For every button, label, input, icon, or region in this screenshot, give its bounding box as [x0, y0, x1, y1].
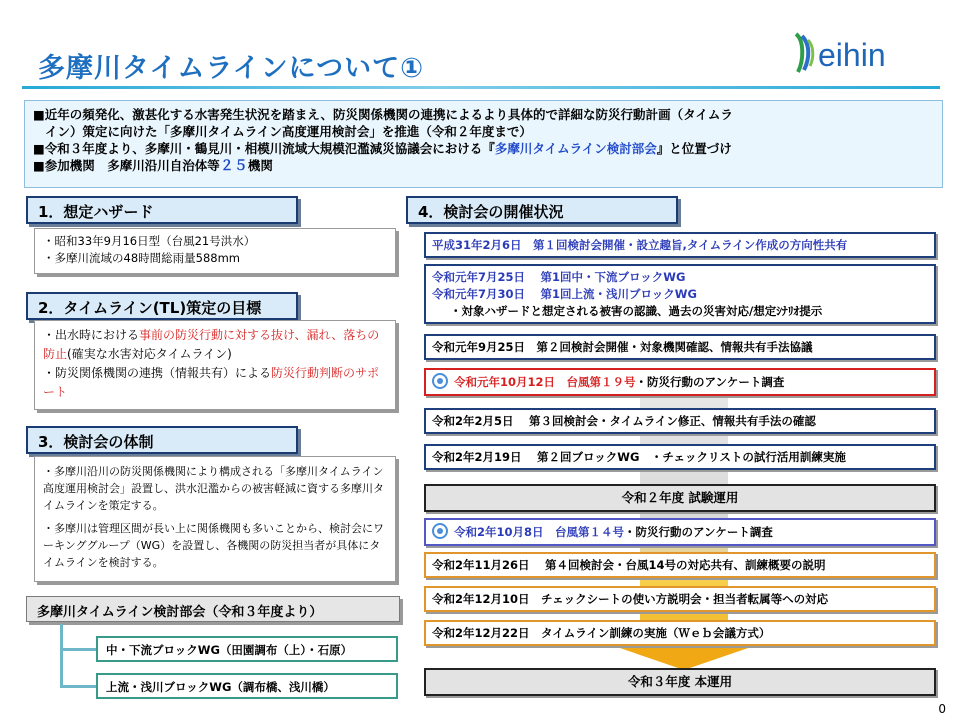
- section-2-heading: 2．タイムライン(TL)策定の目標: [26, 292, 298, 320]
- summary-line-2: イン）策定に向けた「多摩川タイムライン高度運用検討会」を推進（令和２年度まで）: [45, 124, 532, 139]
- page-title: 多摩川タイムラインについて①: [38, 53, 424, 84]
- timeline-row: 令和2年2月5日 第３回検討会・タイムライン修正、情報共有手法の確認: [424, 408, 936, 434]
- section-1-body: [34, 228, 396, 274]
- goal-item-2: ・防災関係機関の連携（情報共有）による防災行動判断のサポート: [43, 366, 380, 399]
- section-2-body: [34, 320, 396, 410]
- timeline-row: 令和2年2月19日 第２回ブロックWG ・チェックリストの試行活用訓練実施: [424, 444, 936, 470]
- timeline-row: 令和2年12月10日 チェックシートの使い方説明会・担当者転属等への対応: [424, 586, 936, 612]
- summary-line-3: ■令和３年度より、多摩川・鶴見川・相模川流域大規模氾濫減災協議会における『多摩川タイムライン検討部会』と位置づけ: [33, 141, 732, 156]
- timeline-row: 平成31年2月6日 第１回検討会開催・設立趣旨,タイムライン作成の方向性共有: [424, 232, 936, 258]
- section-4-heading: 4．検討会の開催状況: [406, 196, 678, 224]
- typhoon-icon: [432, 523, 448, 539]
- org-head: 多摩川タイムライン検討部会（令和３年度より）: [26, 596, 400, 622]
- org-connector-h1: [60, 648, 96, 651]
- org-connector-h2: [60, 685, 96, 688]
- summary-line-1: ■近年の頻発化、激甚化する水害発生状況を踏まえ、防災関係機関の連携によるより具体的で詳細な防災行動計画（タイムラ: [33, 107, 733, 122]
- timeline-arrow-head: [614, 646, 754, 670]
- timeline-row: 令和2年10月8日 台風第１４号・防災行動のアンケート調査: [424, 518, 936, 546]
- hazard-item: ・昭和33年9月16日型（台風21号洪水）: [43, 234, 256, 248]
- goal-item-1: ・出水時における事前の防災行動に対する抜け、漏れ、落ちの防止(確実な水害対応タイムライン): [43, 328, 380, 361]
- timeline-row: 令和元年7月25日 第1回中・下流ブロックWG 令和元年7月30日 第1回上流・浅川ブロックWG ・対象ハザードと想定される被害の認識、過去の災害対応/想定ｼﾅﾘｵ提示: [424, 264, 936, 324]
- structure-item-1: ・多摩川沿川の防災関係機関により構成される「多摩川タイムライン高度運用検討会」設置し、洪水氾濫からの被害軽減に資する多摩川タイムラインを策定する。: [43, 465, 384, 512]
- org-sub-1: 中・下流ブロックWG（田園調布（上）・石原）: [96, 636, 398, 662]
- timeline-row: 令和元年9月25日 第２回検討会開催・対象機関確認、情報共有手法協議: [424, 334, 936, 360]
- structure-item-2: ・多摩川は管理区間が長い上に関係機関も多いことから、検討会にワーキンググループ（WG）を設置し、各機関の防災担当者が具体にタイムラインを検討する。: [43, 522, 384, 569]
- section-3-heading: 3．検討会の体制: [26, 426, 298, 454]
- timeline-row: 令和2年12月22日 タイムライン訓練の実施（Ｗｅｂ会議方式）: [424, 620, 936, 646]
- org-connector-vertical: [60, 624, 63, 688]
- timeline-phase: 令和２年度 試験運用: [424, 484, 936, 512]
- hazard-item: ・多摩川流域の48時間総雨量588mm: [43, 251, 240, 265]
- timeline-row: 令和元年10月12日 台風第１９号・防災行動のアンケート調査: [424, 368, 936, 396]
- timeline-phase: 令和３年度 本運用: [424, 668, 936, 696]
- typhoon-icon: [432, 373, 448, 389]
- section-3-body: [34, 456, 396, 582]
- title-rule: [22, 86, 940, 89]
- logo-text: eihin: [818, 37, 886, 73]
- page-number: 0: [938, 702, 946, 716]
- keihin-logo: [790, 30, 940, 76]
- keihin-logo-icon: [790, 30, 940, 76]
- summary-box: [24, 100, 943, 188]
- org-sub-2: 上流・浅川ブロックWG（調布橋、浅川橋）: [96, 673, 398, 699]
- section-1-heading: 1．想定ハザード: [26, 196, 298, 224]
- timeline-row: 令和2年11月26日 第４回検討会・台風14号の対応共有、訓練概要の説明: [424, 552, 936, 578]
- summary-line-4: ■参加機関 多摩川沿川自治体等２５機関: [33, 158, 273, 174]
